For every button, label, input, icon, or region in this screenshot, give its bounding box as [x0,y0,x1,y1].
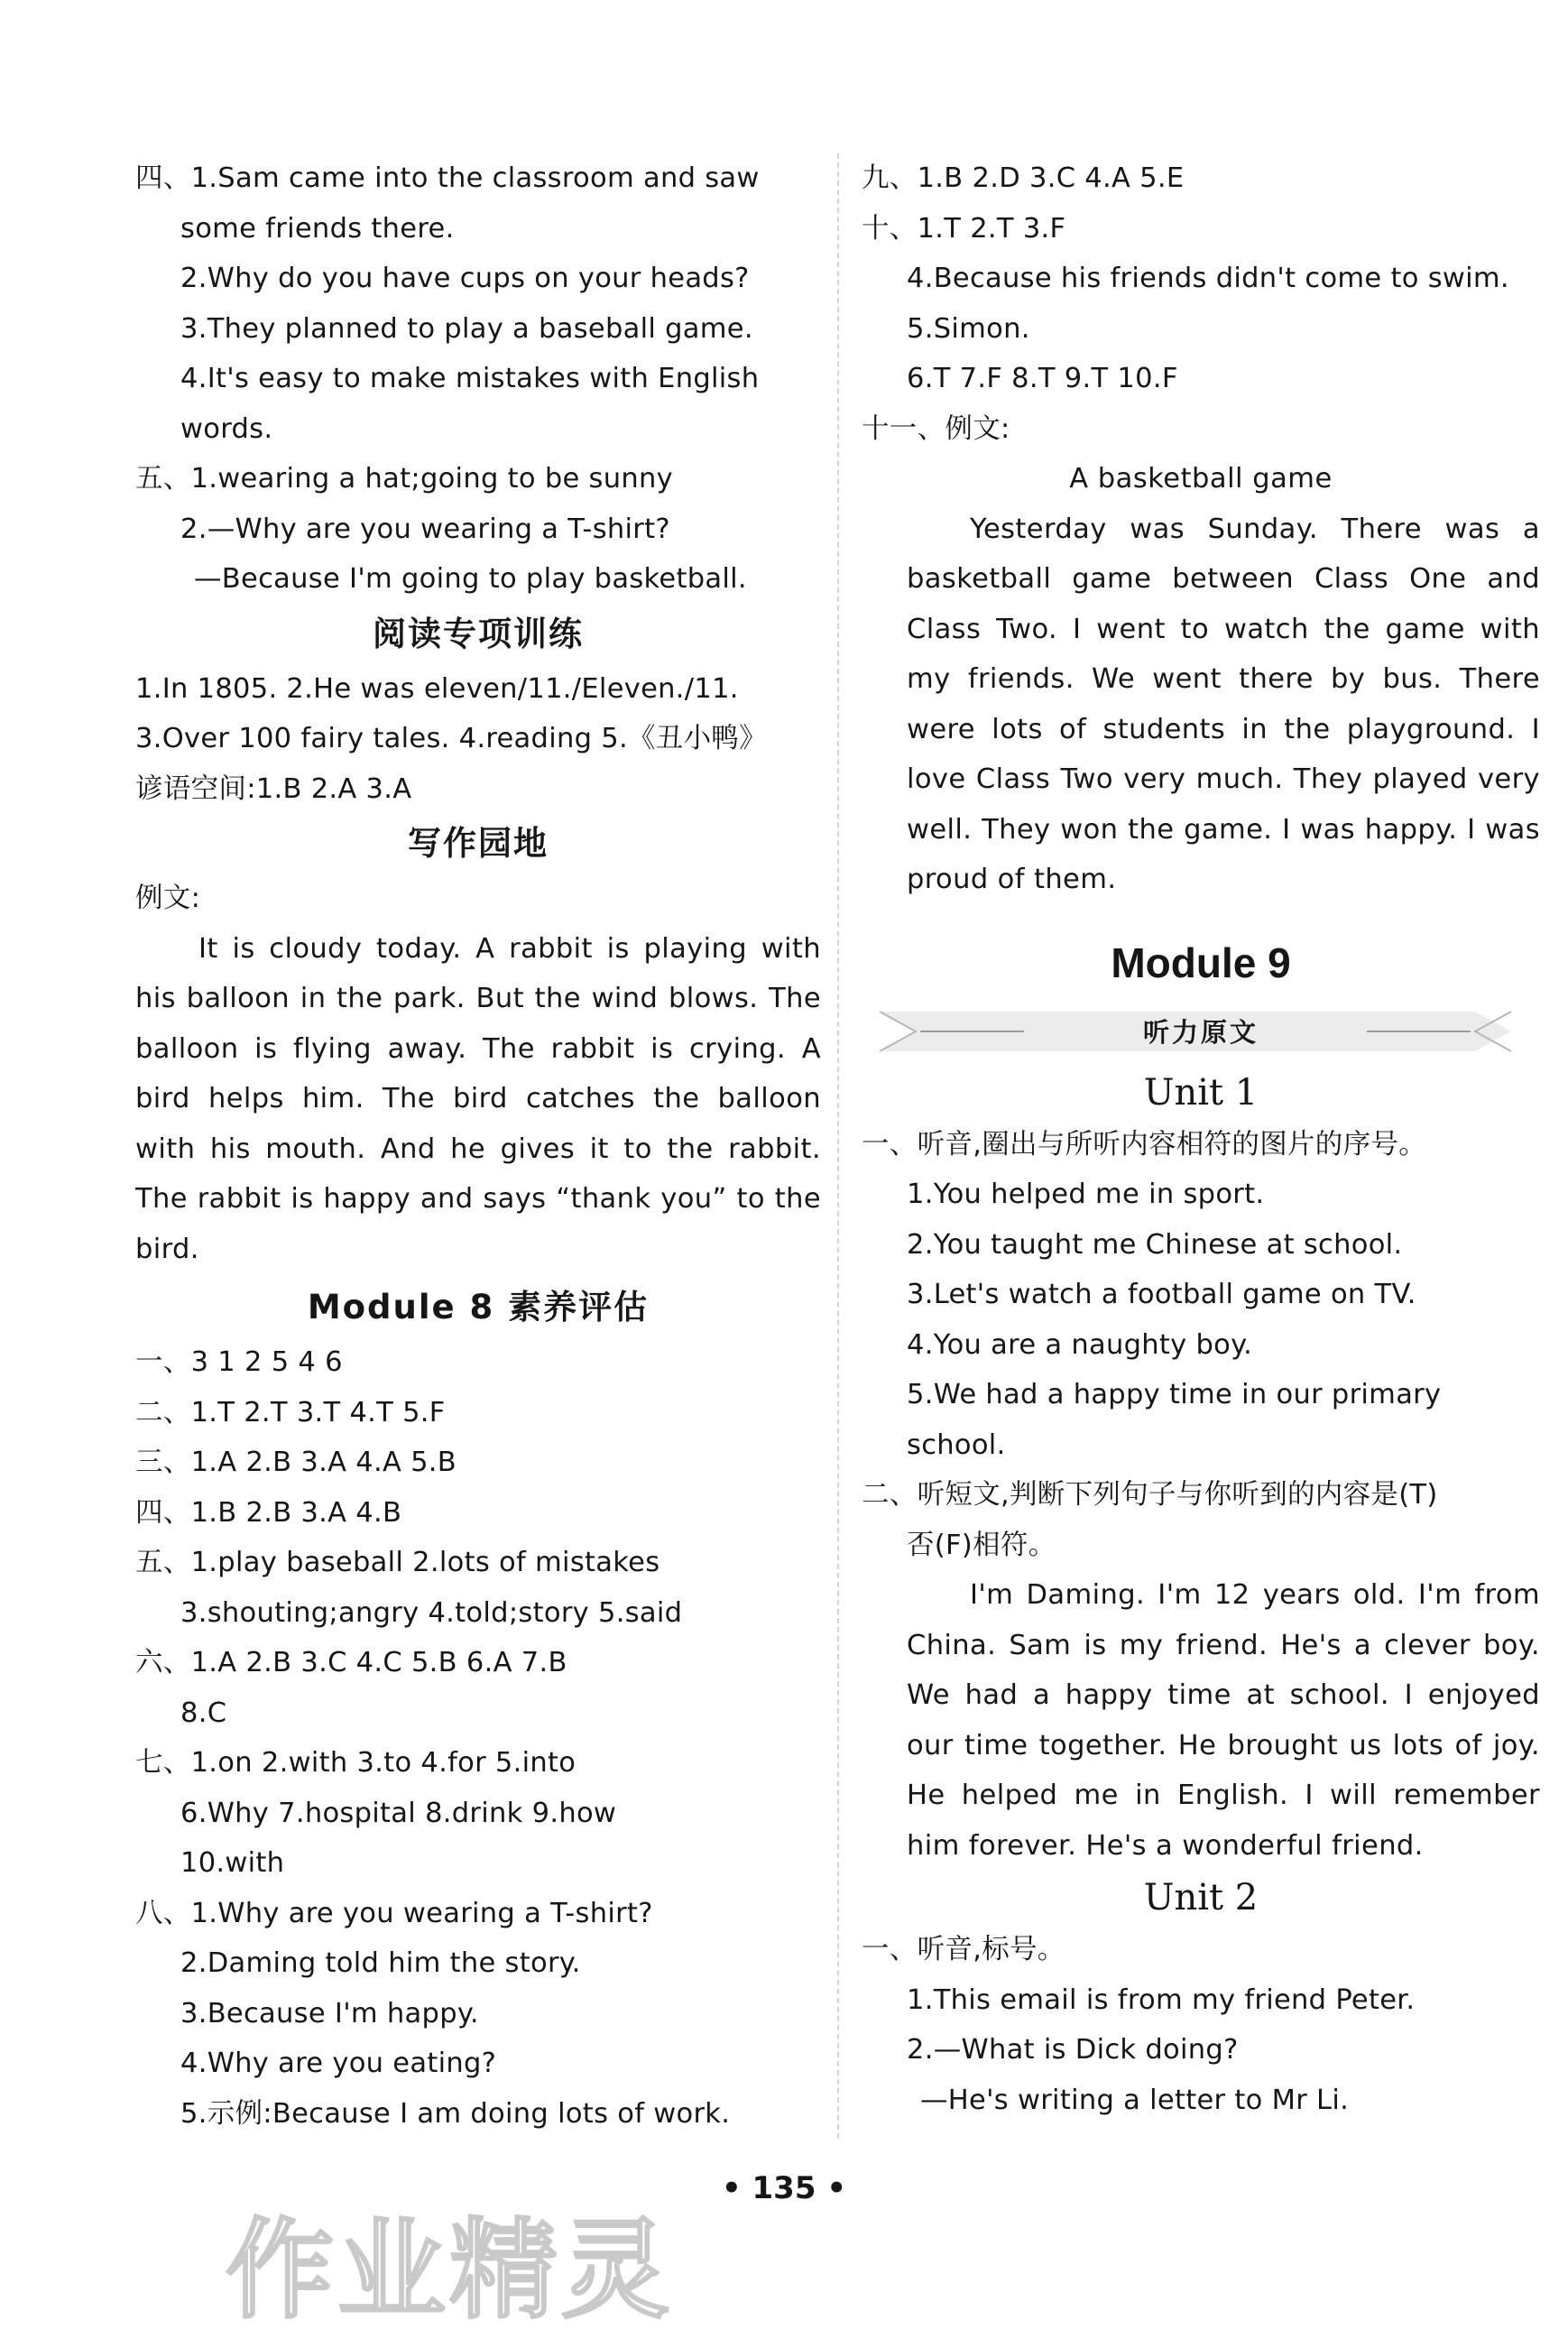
writing-section-title: 写作园地 [408,824,549,863]
u1-item: 5.We had a happy time in our primary [907,1379,1442,1410]
m8-line: 八、1.Why are you wearing a T-shirt? [135,1897,653,1929]
q5-line: 五、1.wearing a hat;going to be sunny [135,463,673,495]
m8-line: 5.示例:Because I am doing lots of work. [180,2097,731,2130]
reading-line: 1.In 1805. 2.He was eleven/11./Eleven./11. [135,672,739,705]
u2-item: 1.This email is from my friend Peter. [907,1983,1416,2016]
q4-line: 4.It's easy to make mistakes with English [180,363,760,394]
u1-item: school. [907,1428,1006,1461]
u2-question: 一、听音,标号。 [862,1934,1065,1965]
answer-line: 4.Because his friends didn't come to swim. [907,263,1509,294]
module8-assessment-title: Module 8 素养评估 [307,1288,650,1327]
u1-question: 否(F)相符。 [907,1529,1056,1561]
answer-line: 十一、例文: [862,412,1010,445]
right-column [862,153,1540,2125]
q5-line: —Because I'm going to play basketball. [194,563,747,595]
m8-line: 10.with [180,1847,285,1879]
u1-question: 一、听音,圈出与所听内容相符的图片的序号。 [862,1128,1426,1160]
q4-line: 3.They planned to play a baseball game. [180,312,753,345]
example-label: 例文: [135,883,201,914]
q4-line: 2.Why do you have cups on your heads? [180,263,750,294]
u1-item: 2.You taught me Chinese at school. [907,1228,1403,1261]
watermark: 作业精灵 [226,2208,673,2334]
left-column [135,153,821,2139]
reading-line: 3.Over 100 fairy tales. 4.reading 5.《丑小鸭》 [135,723,767,754]
m8-line: 二、1.T 2.T 3.T 4.T 5.F [135,1396,446,1428]
answer-line: 5.Simon. [907,312,1030,345]
m8-line: 8.C [180,1696,227,1729]
column-divider [837,153,839,2139]
unit2-title: Unit 2 [1143,1877,1259,1918]
u1-item: 3.Let's watch a football game on TV. [907,1279,1416,1310]
m8-line: 4.Why are you eating? [180,2048,497,2079]
listening-script-banner [862,1003,1540,1060]
answer-line: 6.T 7.F 8.T 9.T 10.F [907,363,1178,394]
writing-example-paragraph: It is cloudy today. A rabbit is playing with his balloon in the park. But the wind blows. The balloon is flying away. The rabbit is crying. A bird helps him. The bird catches the balloon with his mouth. And he gives it to the rabbit. The rabbit is happy and says “thank you” to the bird. [135,932,821,1265]
m8-line: 七、1.on 2.with 3.to 4.for 5.into [135,1747,576,1779]
m8-line: 一、3 1 2 5 4 6 [135,1346,343,1378]
essay-paragraph: Yesterday was Sunday. There was a basketball game between Class One and Class Two. I went to watch the game with my friends. We went there by bus. There were lots of students in the playground. I love Class Two very much. They played very well. They won the game. I was happy. I was proud of them. [907,513,1540,895]
u1-item: 4.You are a naughty boy. [907,1328,1253,1361]
m8-line: 三、1.A 2.B 3.A 4.A 5.B [135,1447,457,1478]
unit1-title: Unit 1 [1143,1071,1259,1114]
u2-item: —He's writing a letter to Mr Li. [920,2084,1350,2116]
u1-listening-text: I'm Daming. I'm 12 years old. I'm from China. Sam is my friend. He's a clever boy. We had a happy time at school. I enjoyed our time together. He brought us lots of joy. He helped me in English. I will remember him forever. He's a wonderful friend. [907,1579,1540,1862]
q5-line: 2.—Why are you wearing a T-shirt? [180,513,670,545]
reading-section-title: 阅读专项训练 [373,614,584,653]
m8-line: 五、1.play baseball 2.lots of mistakes [135,1547,660,1578]
m8-line: 六、1.A 2.B 3.C 4.C 5.B 6.A 7.B [135,1647,567,1678]
u2-item: 2.—What is Dick doing? [907,2034,1239,2066]
module9-title: Module 9 [1111,938,1291,986]
q4-line: 四、1.Sam came into the classroom and saw [135,162,760,194]
banner-label: 听力原文 [1142,1017,1259,1048]
answer-line: 十、1.T 2.T 3.F [862,212,1066,245]
q4-line: words. [180,412,273,445]
m8-line: 2.Daming told him the story. [180,1947,581,1979]
m8-line: 6.Why 7.hospital 8.drink 9.how [180,1797,617,1829]
m8-line: 四、1.B 2.B 3.A 4.B [135,1496,402,1529]
m8-line: 3.Because I'm happy. [180,1997,479,2029]
essay-title: A basketball game [1069,463,1333,495]
m8-line: 3.shouting;angry 4.told;story 5.said [180,1596,683,1629]
answer-line: 九、1.B 2.D 3.C 4.A 5.E [862,162,1185,194]
reading-line: 谚语空间:1.B 2.A 3.A [135,772,412,805]
u1-question: 二、听短文,判断下列句子与你听到的内容是(T) [862,1479,1438,1511]
q4-line: some friends there. [180,212,455,245]
u1-item: 1.You helped me in sport. [907,1179,1265,1210]
page-number: • 135 • [721,2170,847,2206]
